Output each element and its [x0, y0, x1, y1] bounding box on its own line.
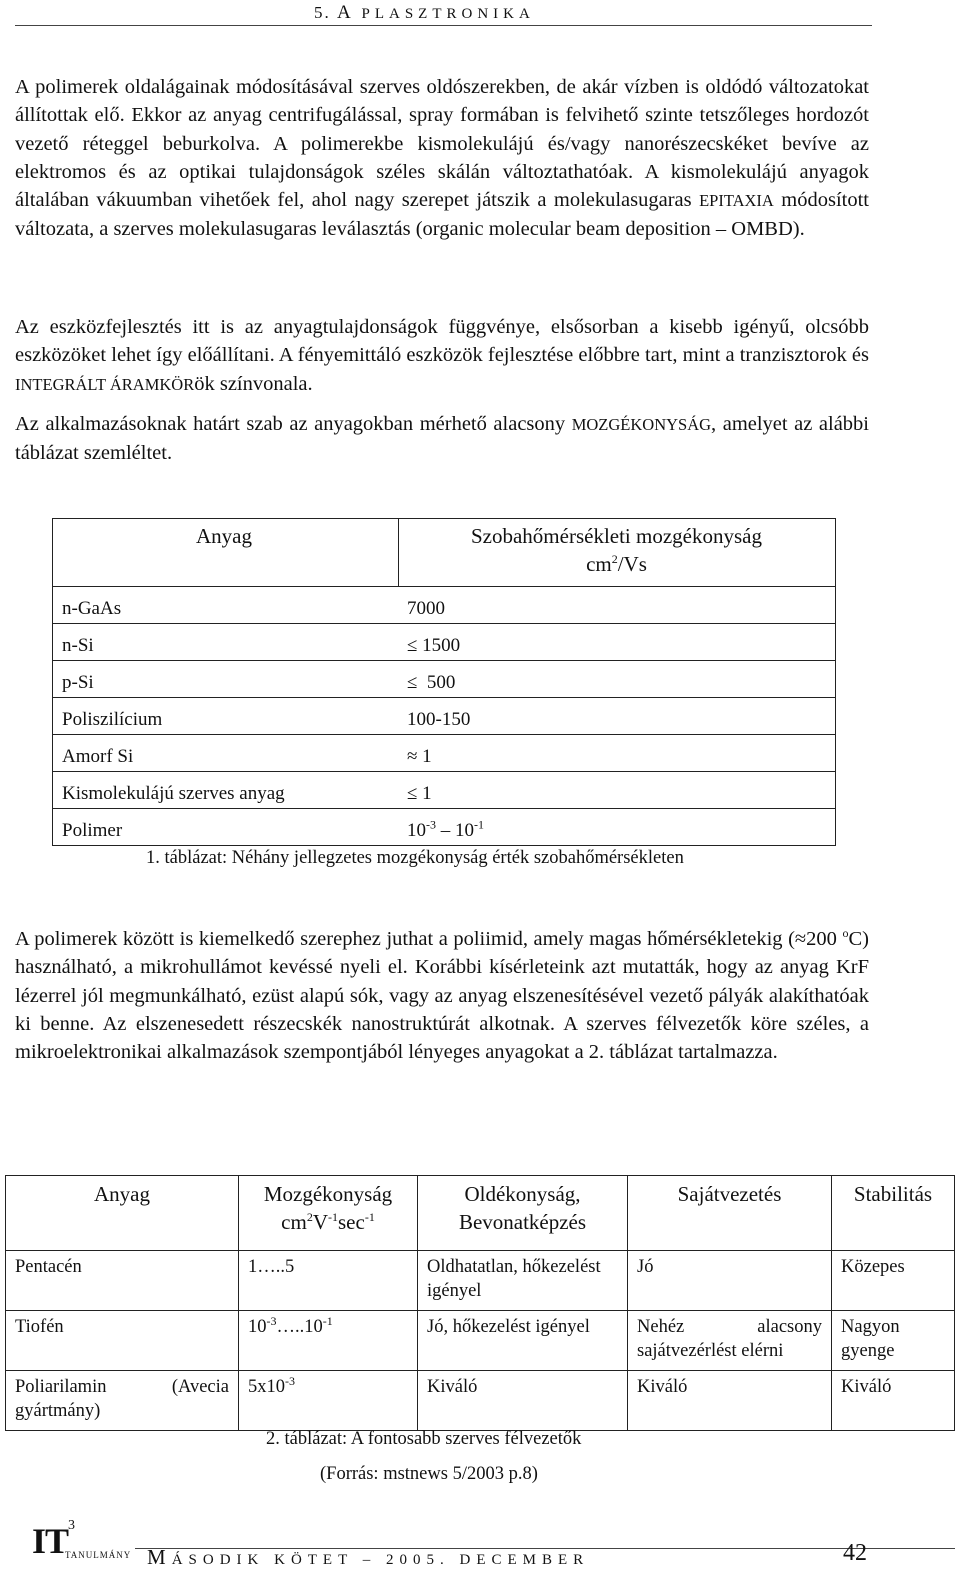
mobility-coefficient: 5x10 [248, 1377, 285, 1397]
mobility-low: 10 [248, 1317, 267, 1337]
logo-it: IT [32, 1521, 69, 1561]
it3-logo [32, 1518, 132, 1562]
table-row [6, 1311, 955, 1371]
material-name: Amorf Si [62, 745, 134, 767]
chapter-number: 5. [314, 3, 337, 22]
header-rule [15, 25, 872, 26]
table-1-caption: 1. táblázat: Néhány jellegzetes mozgékonyság érték szobahőmérsékleten [146, 848, 684, 868]
mobility-value: 1…..5 [239, 1251, 418, 1311]
table-row [52, 590, 837, 627]
paragraph-4-text-b: C) használható, a mikrohullámot kevéssé nyeli el. Korábbi kísérleteink azt mutatták, hogy az anyag KrF lézerrel jól megmunkálható, ezüst alapú sók, vagy az anyag elszenesítésével vezető pályák alakíthatóak ki benne. Az elszenesedett részecskék nanostruktúrát alkotnak. A szerves félvezetők köre széles, a mikroelektronikai alkalmazások szempontjából lényeges anyagokat a 2. táblázat tartalmazza. [15, 928, 869, 1064]
paragraph-3-text-a: Az alkalmazásoknak határt szab az anyagokban mérhető alacsony [15, 413, 572, 435]
table-row [52, 664, 837, 701]
mobility-value [239, 1371, 418, 1431]
material-name: Pentacén [6, 1251, 239, 1311]
table-1-header-mobility-title: Szobahőmérsékleti mozgékonyság [470, 524, 762, 548]
table-2-header-mobility [239, 1176, 418, 1251]
paragraph-4-text-a: A polimerek között is kiemelkedő szerephez juthat a poliimid, amely magas hőmérsékletekig (≈200 [15, 928, 843, 950]
table-1-header-mobility [396, 518, 837, 590]
row-rule [52, 623, 836, 624]
paragraph-2-text-b: ök színvonala. [194, 372, 313, 395]
stability-value: Nagyon gyenge [832, 1311, 955, 1371]
row-rule [52, 734, 836, 735]
material-name: Tiofén [6, 1311, 239, 1371]
row-rule [52, 808, 836, 809]
table-1-header-unit-rest: /Vs [617, 552, 647, 576]
mobility-value [239, 1311, 418, 1371]
mobility-high: …..10 [276, 1317, 323, 1337]
logo-three: 3 [68, 1518, 76, 1533]
mobility-table [52, 518, 837, 849]
mobility-value: 100-150 [407, 708, 471, 730]
table-row [52, 775, 837, 812]
mobility-value: ≤ 1500 [407, 634, 461, 656]
conductivity-value: Kiváló [628, 1371, 832, 1431]
unit-v-exp: -1 [328, 1210, 338, 1224]
unit-v: V [312, 1210, 328, 1234]
footer-text [147, 1545, 589, 1570]
material-name: n-GaAs [62, 597, 122, 619]
mobility-range-dash: – [436, 819, 455, 841]
mobility-range-high: 10 [455, 819, 474, 841]
paragraph-2-text-a: Az eszközfejlesztés itt is az anyagtulajdonságok függvénye, elsősorban a kisebb igényű, olcsóbb eszközöket lehet így előállítani. A fényemittáló eszközök fejlesztése előbbre tart, mint a tranzisztorok és [15, 316, 869, 367]
conductivity-value: Nehéz alacsony sajátvezérlést elérni [628, 1311, 832, 1371]
footer-volume: ÁSODIK KÖTET – 2005. [171, 1552, 460, 1568]
table-2-header-material: Anyag [6, 1176, 239, 1251]
table-1-header-unit: cm [586, 552, 612, 576]
table-2-caption: 2. táblázat: A fontosabb szerves félvezetők [266, 1429, 582, 1449]
row-rule [52, 697, 836, 698]
table-1-header-row [52, 518, 837, 590]
mobility-value: ≤ 1 [407, 782, 432, 804]
stability-value: Kiváló [832, 1371, 955, 1431]
table-row [52, 627, 837, 664]
epitaxia-link[interactable]: EPITAXIA [699, 191, 774, 211]
table-2-source: (Forrás: mstnews 5/2003 p.8) [320, 1464, 538, 1484]
material-name: n-Si [62, 634, 94, 656]
paragraph-2 [15, 313, 869, 399]
footer-initial: M [147, 1545, 172, 1569]
table-row [52, 738, 837, 775]
table-row [52, 701, 837, 738]
integralt-aramkor-link[interactable]: INTEGRÁLT ÁRAMKÖR [15, 374, 195, 394]
degree-mark: o [842, 926, 849, 941]
chapter-initial: A [337, 2, 353, 23]
paragraph-1 [15, 73, 869, 244]
mobility-value: 7000 [407, 597, 445, 619]
row-rule [52, 771, 836, 772]
mobility-low-exp: -3 [266, 1313, 277, 1328]
table-1-header-unit-exp: 2 [611, 552, 618, 566]
paragraph-1-text-b: módosított változata, a szerves molekulasugaras leválasztás (organic molecular beam deposition – OMBD). [15, 189, 869, 241]
unit-sec-exp: -1 [364, 1210, 375, 1224]
table-2-header-stability: Stabilitás [832, 1176, 955, 1251]
table-row [6, 1251, 955, 1311]
footer-month: DECEMBER [459, 1552, 590, 1568]
paragraph-3 [15, 410, 869, 468]
mobility-range-low: 10 [407, 819, 426, 841]
material-name: Poliszilícium [62, 708, 163, 730]
table-2-header-row [6, 1176, 955, 1251]
material-name: p-Si [62, 671, 94, 693]
organic-semiconductor-table [5, 1175, 955, 1431]
table-2-header-conductivity: Sajátvezetés [628, 1176, 832, 1251]
table-2-header-solubility [418, 1176, 628, 1251]
page-number: 42 [843, 1540, 867, 1566]
solubility-value: Oldhatatlan, hőkezelést igényel [418, 1251, 628, 1311]
logo-tanulmany: TANULMÁNY [65, 1550, 132, 1560]
mobility-value: ≤ 500 [407, 671, 456, 693]
mobility-value: ≈ 1 [407, 745, 432, 767]
material-name: Polimer [62, 819, 123, 841]
mobility-high-exp: -1 [322, 1313, 333, 1328]
paragraph-1-text-a: A polimerek oldalágainak módosításával szerves oldószerekben, de akár vízben is oldódó változatokat állítottak elő. Ekkor az anyag centrifugálással, spray formában is felvihető szinte tetszőleges hordozót vezető réteggel beburkolva. A polimerekbe kismolekulájú és/vagy nanorészecskéket bevíve az elektromos és az optikai tulajdonságok széles skálán változtathatóak. A kismolekulájú anyagok általában vákuumban vihetőek fel, ahol nagy szerepet játszik a molekulasugaras [15, 76, 869, 212]
solubility-value: Kiváló [418, 1371, 628, 1431]
mobility-range-high-exp: -1 [474, 817, 484, 832]
material-name: Kismolekulájú szerves anyag [62, 782, 285, 804]
unit-cm: cm [281, 1210, 307, 1234]
table-row [52, 812, 837, 849]
paragraph-4 [15, 925, 869, 1066]
mobility-value [396, 812, 837, 849]
conductivity-value: Jó [628, 1251, 832, 1311]
coating-title: Bevonatképzés [458, 1210, 587, 1234]
table-1-header-material: Anyag [196, 524, 252, 548]
mobility-exp: -3 [285, 1373, 295, 1388]
row-rule [52, 660, 836, 661]
chapter-title: PLASZTRONIKA [352, 6, 535, 22]
table-2-header-mobility-title: Mozgékonyság [263, 1182, 393, 1206]
solubility-value: Jó, hőkezelést igényel [418, 1311, 628, 1371]
mozgekonysag-link[interactable]: MOZGÉKONYSÁG [571, 415, 712, 434]
material-name: Poliarilamin (Avecia gyártmány) [6, 1371, 239, 1431]
unit-sec: sec [338, 1210, 365, 1234]
table-row [6, 1371, 955, 1431]
paragraph-3-text-b: , amelyet az alábbi táblázat szemléltet. [15, 413, 869, 465]
solubility-title: Oldékonyság, [464, 1182, 581, 1206]
running-header [314, 2, 535, 24]
stability-value: Közepes [832, 1251, 955, 1311]
mobility-range-low-exp: -3 [426, 817, 436, 832]
unit-cm-exp: 2 [306, 1210, 313, 1224]
